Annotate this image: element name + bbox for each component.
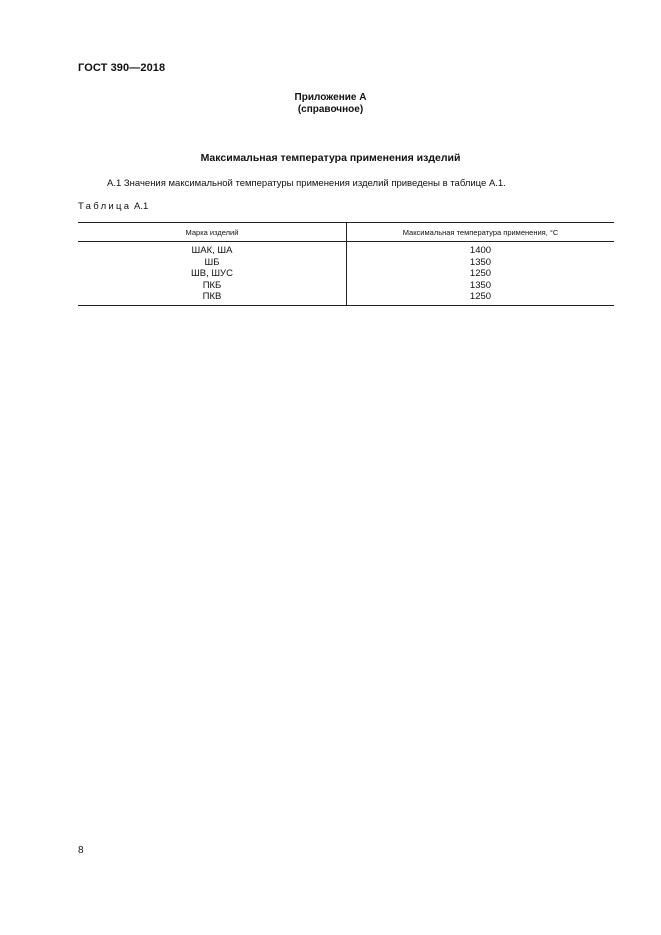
cell-grade: ПКБ xyxy=(78,280,347,292)
cell-grade: ШВ, ШУС xyxy=(78,268,347,280)
table-row xyxy=(78,268,614,280)
cell-grade: ШБ xyxy=(78,257,347,269)
appendix-title: Приложение А xyxy=(294,92,367,103)
temperature-table xyxy=(78,222,614,306)
table-caption-number: А.1 xyxy=(134,201,149,212)
appendix-subtitle: (справочное) xyxy=(297,104,364,115)
cell-temperature: 1400 xyxy=(469,245,492,256)
cell-temperature: 1250 xyxy=(347,291,615,305)
table-caption-word: Таблица xyxy=(78,201,132,212)
table-header-row xyxy=(78,223,614,242)
table-row xyxy=(78,257,614,269)
table-row xyxy=(78,291,614,305)
cell-grade: ПКВ xyxy=(78,291,347,305)
table-caption xyxy=(78,201,148,212)
cell-temperature: 1250 xyxy=(469,268,492,279)
cell-temperature: 1350 xyxy=(469,256,492,268)
table-row xyxy=(78,242,614,257)
table-row xyxy=(78,280,614,292)
paragraph-a1: А.1 Значения максимальной температуры применения изделий приведены в таблице А.1. xyxy=(107,178,506,189)
page-number: 8 xyxy=(78,845,84,856)
document-code: ГОСТ 390—2018 xyxy=(78,62,166,74)
cell-grade: ШАК, ША xyxy=(78,242,347,257)
column-header-max-temperature: Максимальная температура применения, °С xyxy=(347,223,615,242)
column-header-grade: Марка изделий xyxy=(78,223,347,242)
section-title: Максимальная температура применения изделий xyxy=(200,152,461,164)
cell-temperature: 1350 xyxy=(469,279,492,291)
